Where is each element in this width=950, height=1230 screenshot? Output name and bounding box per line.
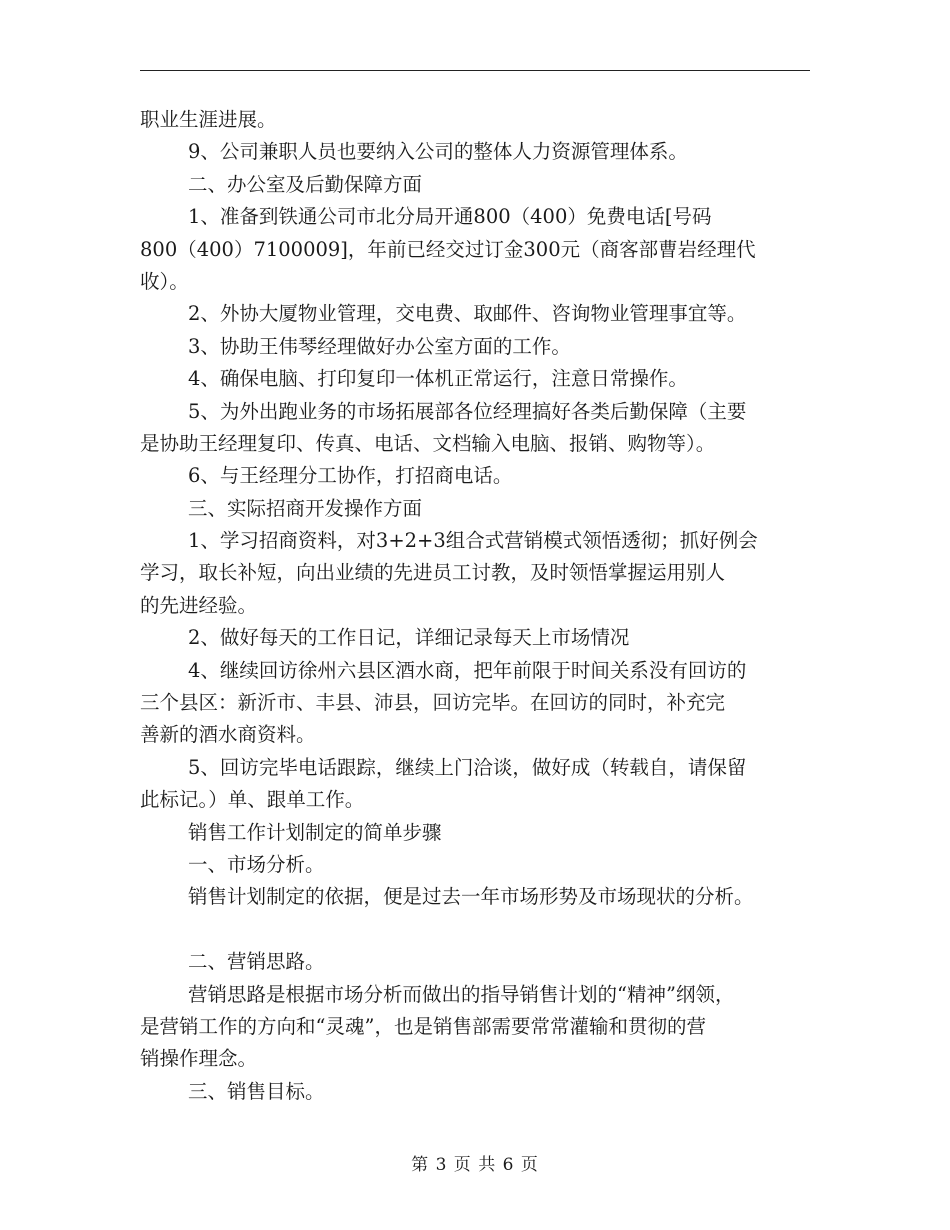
paragraph-line: 销售工作计划制定的简单步骤 <box>188 820 442 844</box>
paragraph-line: 9、公司兼职人员也要纳入公司的整体人力资源管理体系。 <box>188 140 688 164</box>
paragraph-line: 善新的酒水商资料。 <box>140 723 316 747</box>
paragraph-line: 5、回访完毕电话跟踪，继续上门洽谈，做好成（转载自，请保留 <box>188 755 747 779</box>
paragraph-line: 4、确保电脑、打印复印一体机正常运行，注意日常操作。 <box>188 367 688 391</box>
header-rule <box>140 70 810 71</box>
paragraph-line: 6、与王经理分工协作，打招商电话。 <box>188 464 513 488</box>
paragraph-line: 销操作理念。 <box>140 1047 258 1071</box>
paragraph-line: 职业生涯进展。 <box>140 108 277 131</box>
paragraph-line: 2、做好每天的工作日记，详细记录每天上市场情况 <box>188 626 630 650</box>
paragraph-line: 3、协助王伟琴经理做好办公室方面的工作。 <box>188 334 571 358</box>
paragraph-line: 800（400）7100009]，年前已经交过订金300元（商客部曹岩经理代 <box>140 237 756 261</box>
paragraph-line: 学习，取长补短，向出业绩的先进员工讨教，及时领悟掌握运用别人 <box>140 561 726 585</box>
paragraph-line: 是协助王经理复印、传真、电话、文档输入电脑、报销、购物等）。 <box>140 431 716 455</box>
paragraph-line: 销售计划制定的依据，便是过去一年市场形势及市场现状的分析。 <box>188 885 754 909</box>
paragraph-line: 4、继续回访徐州六县区酒水商，把年前限于时间关系没有回访的 <box>188 658 747 682</box>
blank-line <box>140 914 812 946</box>
paragraph-line: 二、办公室及后勤保障方面 <box>188 172 423 196</box>
page-footer: 第 3 页 共 6 页 <box>411 1155 539 1175</box>
paragraph-line: 1、学习招商资料，对3+2+3组合式营销模式领悟透彻；抓好例会 <box>188 529 758 553</box>
paragraph-line: 5、为外出跑业务的市场拓展部各位经理搞好各类后勤保障（主要 <box>188 399 747 423</box>
paragraph-line: 二、营销思路。 <box>188 950 325 974</box>
paragraph-line: 是营销工作的方向和“灵魂”，也是销售部需要常常灌输和贯彻的营 <box>140 1014 706 1038</box>
paragraph-line: 三、销售目标。 <box>188 1079 325 1103</box>
paragraph-line: 三个县区：新沂市、丰县、沛县，回访完毕。在回访的同时，补充完 <box>140 691 726 715</box>
paragraph-line: 收）。 <box>140 269 189 293</box>
paragraph-line: 此标记。）单、跟单工作。 <box>140 788 365 812</box>
document-body <box>140 104 812 1108</box>
paragraph-line: 1、准备到铁通公司市北分局开通800（400）免费电话[号码 <box>188 205 712 229</box>
paragraph-line: 一、市场分析。 <box>188 852 325 876</box>
paragraph-line: 的先进经验。 <box>140 593 258 617</box>
paragraph-line: 三、实际招商开发操作方面 <box>188 496 423 520</box>
paragraph-line: 营销思路是根据市场分析而做出的指导销售计划的“精神”纲领， <box>188 982 735 1006</box>
paragraph-line: 2、外协大厦物业管理，交电费、取邮件、咨询物业管理事宜等。 <box>188 302 747 326</box>
